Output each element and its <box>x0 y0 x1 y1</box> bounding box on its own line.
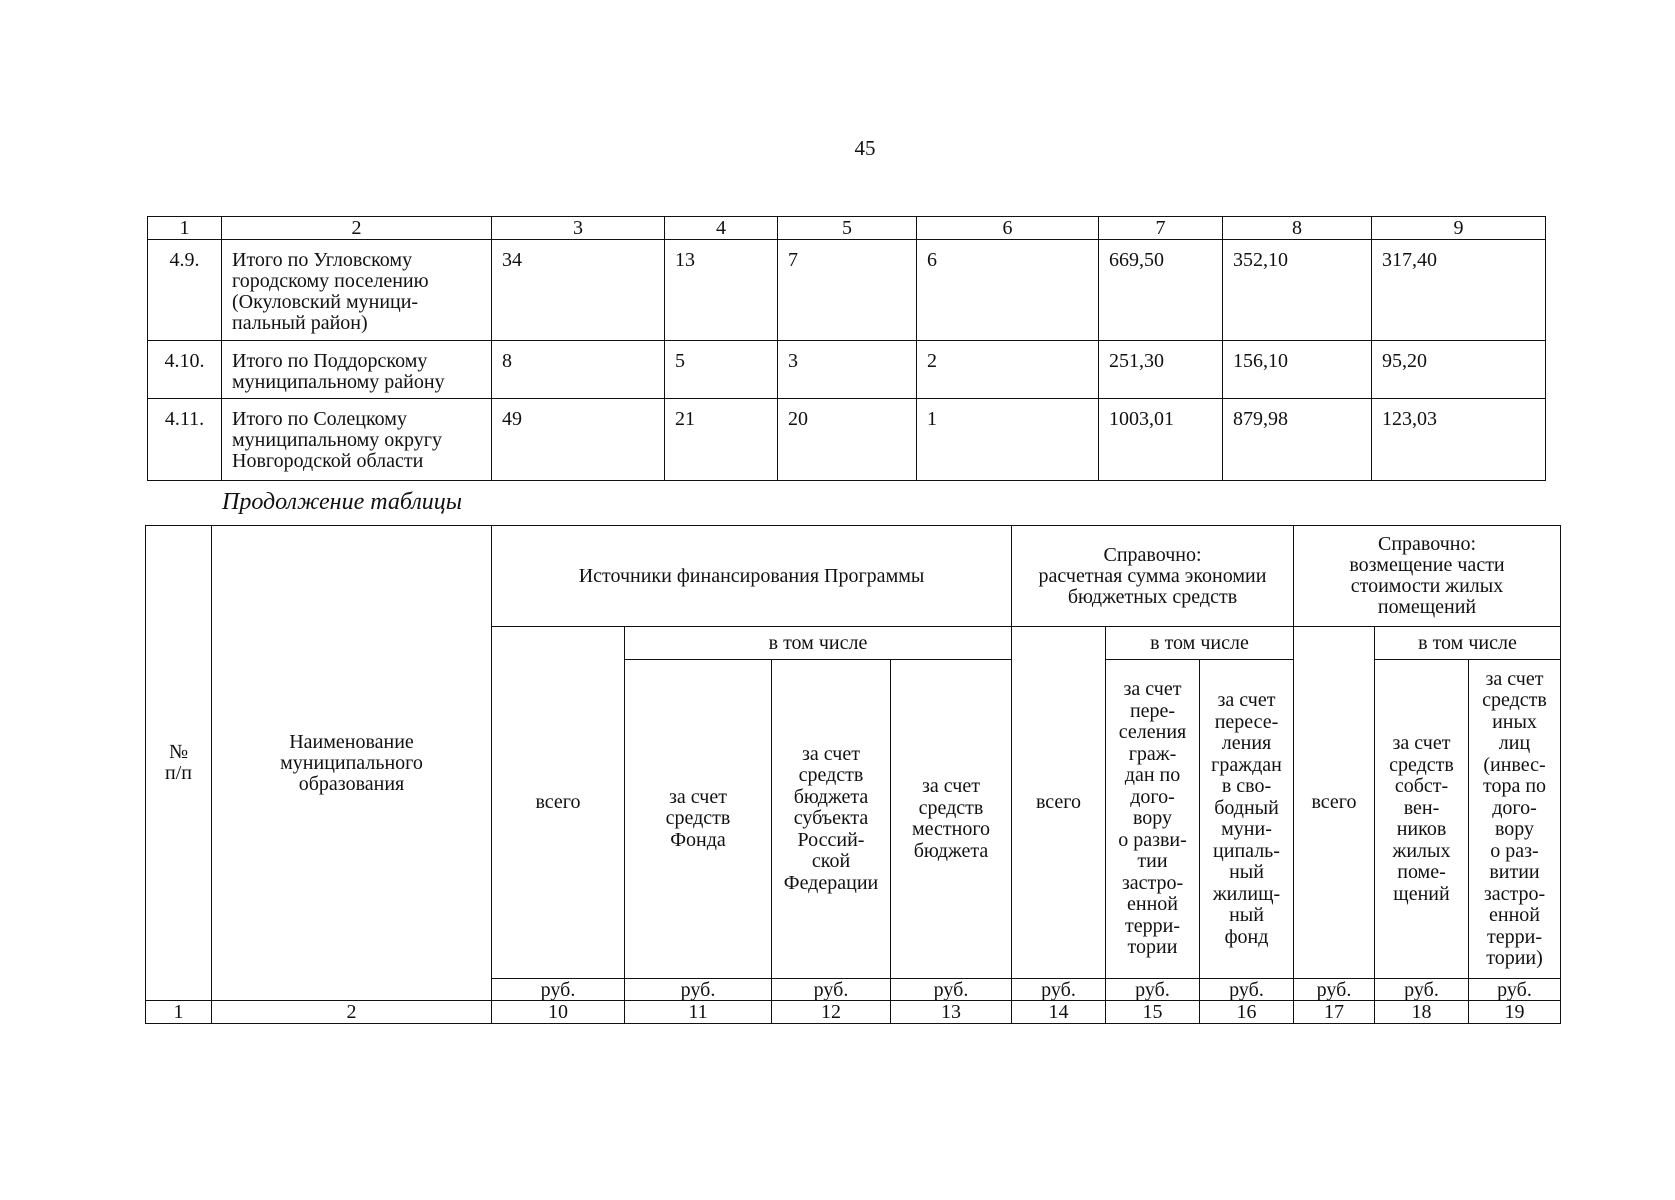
header-line: дан по <box>1124 764 1181 787</box>
header-line: средств <box>1482 689 1547 711</box>
unit-cell: руб. <box>1012 979 1106 1001</box>
header-line: вен- <box>1403 796 1440 819</box>
value-cell: 879,98 <box>1223 399 1372 481</box>
header-line: ципаль- <box>1213 839 1280 862</box>
unit-cell: руб. <box>1375 979 1469 1001</box>
header-line: лиц <box>1498 732 1531 754</box>
name-line: Итого по Поддорскому <box>232 350 428 372</box>
value-cell: 669,50 <box>1099 240 1223 341</box>
header-line: за счет <box>1123 678 1182 701</box>
header-line: поме- <box>1397 861 1446 883</box>
summary-table-top <box>147 216 1546 481</box>
header-fund <box>625 660 772 979</box>
header-other-persons-funds <box>1469 660 1561 979</box>
row-number: 4.9. <box>148 240 222 341</box>
header-line: ской <box>811 850 851 873</box>
header-line: муниципального <box>280 751 423 774</box>
header-line: жилых <box>1392 839 1451 862</box>
header-line: вору <box>1132 807 1173 830</box>
header-line: стоимости жилых <box>1350 575 1504 597</box>
header-line: о разви- <box>1118 828 1187 851</box>
column-number: 5 <box>778 217 917 240</box>
header-line: за счет <box>1217 689 1276 711</box>
value-cell: 49 <box>492 399 665 481</box>
unit-cell: руб. <box>492 979 625 1001</box>
group-header-savings <box>1012 526 1294 627</box>
page-number: 45 <box>854 136 876 160</box>
column-number: 2 <box>222 217 492 240</box>
header-including: в том числе <box>625 627 1012 660</box>
value-cell: 7 <box>778 240 917 341</box>
header-savings-free-housing <box>1200 660 1294 979</box>
header-regional-budget <box>772 660 891 979</box>
header-line: терри- <box>1487 925 1542 948</box>
value-cell: 8 <box>492 341 665 399</box>
header-line: Справочно: <box>1377 533 1477 555</box>
header-line: местного <box>911 818 991 840</box>
column-number: 4 <box>665 217 778 240</box>
header-line: жилищ- <box>1212 882 1281 905</box>
header-line: за счет <box>1392 732 1451 754</box>
header-line: образования <box>298 772 405 795</box>
column-number-row <box>148 217 1546 240</box>
column-number: 16 <box>1200 1001 1294 1024</box>
name-line: муниципальному округу <box>232 429 442 451</box>
unit-cell: руб. <box>625 979 772 1001</box>
header-line: застро- <box>1121 871 1184 894</box>
header-savings-development <box>1106 660 1200 979</box>
column-header-municipality <box>212 526 492 1001</box>
column-number: 7 <box>1099 217 1223 240</box>
header-line: застро- <box>1483 882 1546 905</box>
header-line: граж- <box>1128 742 1177 765</box>
name-line: (Окуловский муници- <box>232 291 419 313</box>
header-line: тории <box>1127 936 1178 959</box>
column-number: 10 <box>492 1001 625 1024</box>
municipality-name <box>222 341 492 399</box>
column-number: 1 <box>146 1001 212 1024</box>
header-line: бюджетных средств <box>1067 585 1238 608</box>
header-line: Россий- <box>797 828 865 851</box>
value-cell: 352,10 <box>1223 240 1372 341</box>
header-financing-total: всего <box>492 627 625 979</box>
name-line: Новгородской области <box>232 450 424 472</box>
municipality-name <box>222 240 492 341</box>
header-line: № <box>168 741 189 763</box>
header-line: граждан <box>1211 753 1282 776</box>
value-cell: 95,20 <box>1372 341 1546 399</box>
continuation-label: Продолжение таблицы <box>222 489 463 515</box>
table-row <box>148 399 1546 481</box>
header-line: енной <box>1127 893 1178 916</box>
header-including: в том числе <box>1375 627 1561 660</box>
header-line: (инвес- <box>1483 753 1546 776</box>
value-cell: 5 <box>665 341 778 399</box>
header-line: иных <box>1492 710 1537 733</box>
header-line: за счет <box>802 742 860 765</box>
header-line: дого- <box>1492 796 1537 819</box>
header-line: ления <box>1221 732 1272 754</box>
column-number: 11 <box>625 1001 772 1024</box>
column-number: 6 <box>917 217 1099 240</box>
header-line: средств <box>1389 753 1454 776</box>
column-number: 18 <box>1375 1001 1469 1024</box>
header-line: за счет <box>669 785 727 808</box>
header-line: п/п <box>165 762 192 784</box>
header-line: тора по <box>1482 775 1547 797</box>
group-header-compensation <box>1294 526 1561 627</box>
name-line: Итого по Солецкому <box>232 408 407 430</box>
header-compensation-total: всего <box>1294 627 1375 979</box>
header-line: тии <box>1137 850 1168 873</box>
column-number: 19 <box>1469 1001 1561 1024</box>
header-line: помещений <box>1377 596 1477 618</box>
name-line: Итого по Угловскому <box>232 249 413 271</box>
column-number: 9 <box>1372 217 1546 240</box>
value-cell: 2 <box>917 341 1099 399</box>
header-line: пере- <box>1129 699 1176 722</box>
header-line: дого- <box>1130 785 1175 808</box>
table-row <box>148 341 1546 399</box>
column-header-number <box>146 526 212 1001</box>
name-line: муниципальному району <box>232 371 445 393</box>
name-line: городскому поселению <box>232 270 429 292</box>
header-owners-funds <box>1375 660 1469 979</box>
value-cell: 123,03 <box>1372 399 1546 481</box>
value-cell: 21 <box>665 399 778 481</box>
column-number: 1 <box>148 217 222 240</box>
column-number: 14 <box>1012 1001 1106 1024</box>
header-line: пересе- <box>1214 710 1279 733</box>
header-line: бюджета <box>793 785 869 808</box>
unit-cell: руб. <box>1469 979 1561 1001</box>
column-number: 3 <box>492 217 665 240</box>
value-cell: 251,30 <box>1099 341 1223 399</box>
value-cell: 1 <box>917 399 1099 481</box>
unit-cell: руб. <box>772 979 891 1001</box>
header-line: расчетная сумма экономии <box>1038 564 1267 587</box>
column-number: 15 <box>1106 1001 1200 1024</box>
header-line: витии <box>1489 861 1540 883</box>
column-number-row <box>146 1001 1561 1024</box>
value-cell: 3 <box>778 341 917 399</box>
header-savings-total: всего <box>1012 627 1106 979</box>
header-line: ный <box>1229 861 1264 883</box>
unit-cell: руб. <box>1200 979 1294 1001</box>
header-line: возмещение части <box>1349 554 1505 576</box>
header-line: ный <box>1229 904 1264 926</box>
unit-cell: руб. <box>891 979 1012 1001</box>
header-line: вору <box>1494 818 1535 840</box>
column-number: 12 <box>772 1001 891 1024</box>
value-cell: 317,40 <box>1372 240 1546 341</box>
value-cell: 156,10 <box>1223 341 1372 399</box>
column-number: 8 <box>1223 217 1372 240</box>
value-cell: 13 <box>665 240 778 341</box>
name-line: пальный район) <box>232 312 368 334</box>
header-line: Фонда <box>670 828 726 851</box>
header-line: за счет <box>1485 667 1544 690</box>
header-line: о раз- <box>1490 839 1539 862</box>
header-line: средств <box>918 796 984 819</box>
header-line: муни- <box>1221 818 1272 840</box>
header-line: собст- <box>1394 775 1449 797</box>
header-line: субъекта <box>793 807 869 830</box>
header-line: ников <box>1396 818 1447 840</box>
header-line: щений <box>1393 882 1450 905</box>
header-line: фонд <box>1224 925 1269 948</box>
header-line: Наименование <box>289 730 414 753</box>
unit-cell: руб. <box>1106 979 1200 1001</box>
financing-table-header <box>145 525 1561 1024</box>
value-cell: 1003,01 <box>1099 399 1223 481</box>
header-line: бюджета <box>913 839 989 862</box>
header-line: тории) <box>1486 947 1543 969</box>
group-header-financing: Источники финансирования Программы <box>492 526 1012 627</box>
value-cell: 6 <box>917 240 1099 341</box>
table-row <box>148 240 1546 341</box>
header-including: в том числе <box>1106 627 1294 660</box>
header-line: терри- <box>1125 914 1180 937</box>
header-line: енной <box>1489 904 1540 926</box>
column-number: 17 <box>1294 1001 1375 1024</box>
row-number: 4.11. <box>148 399 222 481</box>
header-line: средств <box>665 807 731 830</box>
header-local-budget <box>891 660 1012 979</box>
header-line: средств <box>798 764 864 787</box>
unit-cell: руб. <box>1294 979 1375 1001</box>
header-line: Справочно: <box>1103 543 1202 566</box>
municipality-name <box>222 399 492 481</box>
header-line: Федерации <box>783 871 879 894</box>
header-line: в сво- <box>1221 775 1272 797</box>
header-line: селения <box>1118 721 1187 744</box>
value-cell: 34 <box>492 240 665 341</box>
value-cell: 20 <box>778 399 917 481</box>
header-line: за счет <box>922 775 980 797</box>
column-number: 2 <box>212 1001 492 1024</box>
row-number: 4.10. <box>148 341 222 399</box>
header-line: бодный <box>1214 796 1279 819</box>
column-number: 13 <box>891 1001 1012 1024</box>
